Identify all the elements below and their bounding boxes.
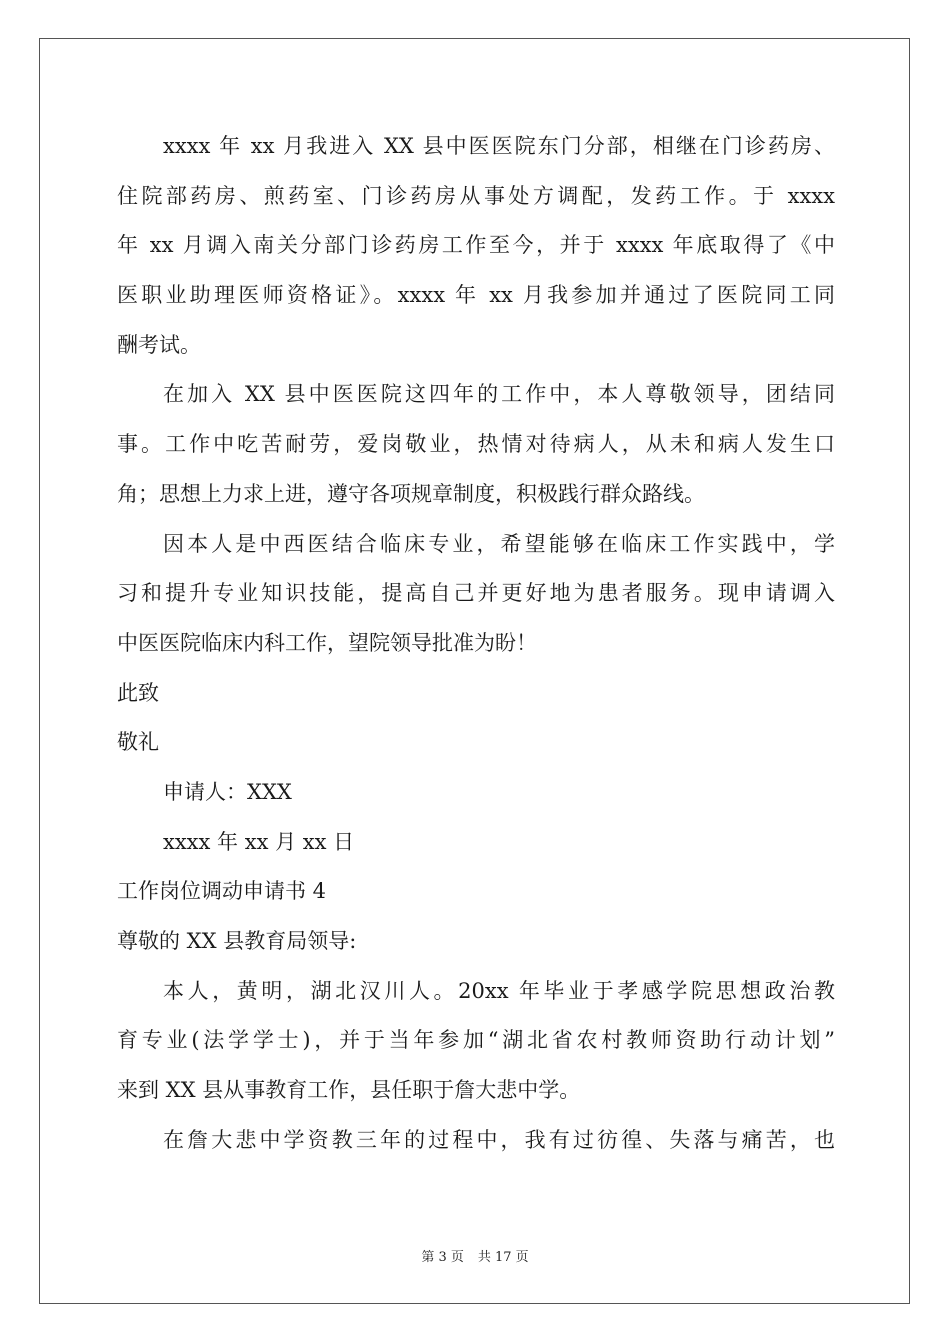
paragraph-line: 因本人是中西医结合临床专业，希望能够在临床工作实践中，学 xyxy=(163,531,835,556)
paragraph-line: 育专业(法学学士)，并于当年参加“湖北省农村教师资助行动计划” xyxy=(117,1028,835,1053)
paragraph-line: 住院部药房、煎药室、门诊药房从事处方调配，发药工作。于 xxxx xyxy=(117,183,835,208)
paragraph-line: 角；思想上力求上进，遵守各项规章制度，积极践行群众路线。 xyxy=(117,481,705,506)
date-line: xxxx 年 xx 月 xx 日 xyxy=(163,829,355,854)
applicant-line: 申请人：XXX xyxy=(163,779,292,804)
paragraph-line: 来到 XX 县从事教育工作，县任职于詹大悲中学。 xyxy=(117,1078,581,1103)
section-title: 工作岗位调动申请书 4 xyxy=(117,879,327,904)
paragraph-line: 酬考试。 xyxy=(117,332,201,357)
paragraph-line: 事。工作中吃苦耐劳，爱岗敬业，热情对待病人，从未和病人发生口 xyxy=(117,432,835,457)
paragraph-line: xxxx 年 xx 月我进入 XX 县中医医院东门分部，相继在门诊药房、 xyxy=(163,134,835,158)
paragraph-line: 中医医院临床内科工作，望院领导批准为盼！ xyxy=(117,630,537,655)
document-body xyxy=(117,122,835,1165)
paragraph-line: 本人，黄明，湖北汉川人。20xx 年毕业于孝感学院思想政治教 xyxy=(163,978,835,1003)
closing-line: 此致 xyxy=(117,680,159,705)
greeting-line: 尊敬的 XX 县教育局领导: xyxy=(117,929,357,953)
paragraph-line: 在加入 XX 县中医医院这四年的工作中，本人尊敬领导，团结同 xyxy=(163,382,835,407)
paragraph-line: 年 xx 月调入南关分部门诊药房工作至今，并于 xxxx 年底取得了《中 xyxy=(117,233,835,258)
page-number: 第 3 页 xyxy=(421,1250,464,1265)
paragraph-line: 习和提升专业知识技能，提高自己并更好地为患者服务。现申请调入 xyxy=(117,581,835,606)
salutation-line: 敬礼 xyxy=(117,730,159,755)
paragraph-line: 在詹大悲中学资教三年的过程中，我有过彷徨、失落与痛苦，也 xyxy=(163,1127,835,1152)
paragraph-line: 医职业助理医师资格证》。xxxx 年 xx 月我参加并通过了医院同工同 xyxy=(117,283,835,308)
page-total: 共 17 页 xyxy=(477,1250,529,1265)
page-footer xyxy=(0,1246,950,1265)
